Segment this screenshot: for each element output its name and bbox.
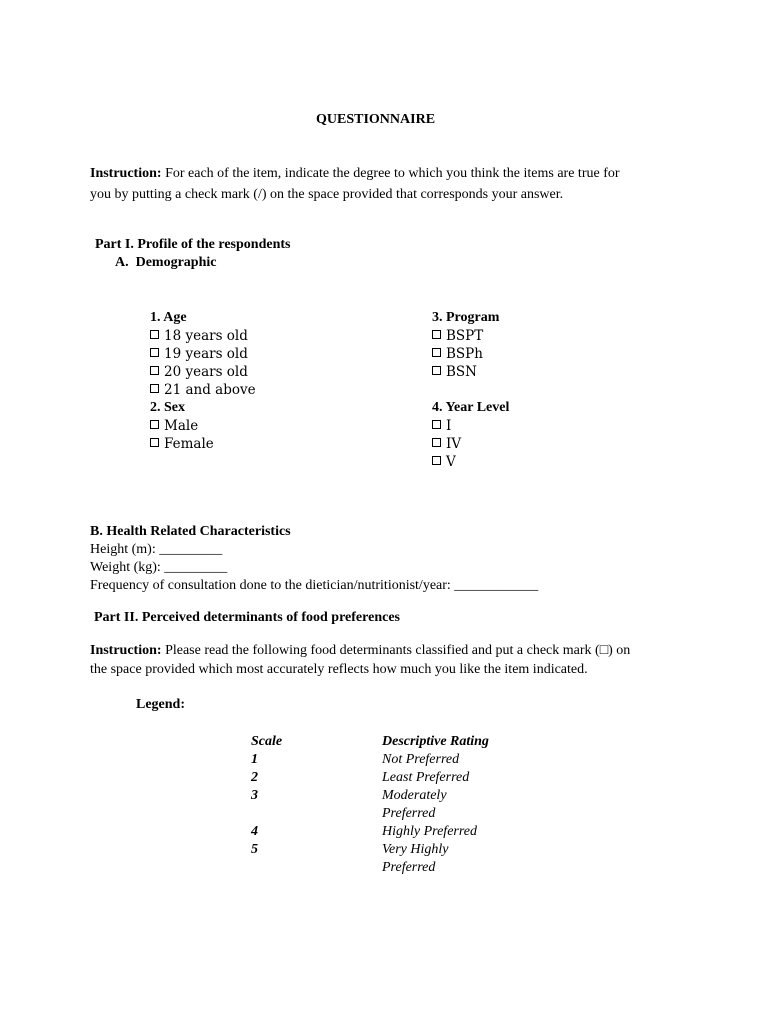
legend-row: [251, 769, 489, 787]
scale-value: 5: [251, 842, 258, 857]
rating-value: Highly Preferred: [382, 824, 477, 839]
instruction-label: Instruction:: [90, 166, 162, 181]
part2-instruction-line1: Please read the following food determinants classified and put a check mark (□) on: [161, 643, 631, 658]
rating-header: Descriptive Rating: [382, 734, 489, 749]
rating-value-cont: Preferred: [382, 860, 436, 875]
year-level-option[interactable]: [432, 453, 509, 471]
checkbox-icon[interactable]: [150, 330, 159, 339]
rating-value-cont: Preferred: [382, 806, 436, 821]
age-group: [150, 309, 256, 453]
weight-field[interactable]: Weight (kg): _________: [90, 560, 228, 575]
instruction-text-line1: For each of the item, indicate the degree to which you think the items are true for: [161, 166, 620, 181]
option-label: Male: [164, 418, 199, 434]
height-field[interactable]: Height (m): _________: [90, 542, 223, 557]
program-label: 3. Program: [432, 310, 500, 325]
checkbox-icon[interactable]: [432, 420, 441, 429]
demographic-subheading: A. Demographic: [115, 255, 217, 270]
rating-value: Moderately: [382, 788, 447, 803]
part2-instruction-line2: the space provided which most accurately reflects how much you like the item indicated.: [90, 662, 588, 677]
instruction-text-line2: you by putting a check mark (/) on the space provided that corresponds your answer.: [90, 187, 564, 202]
page-title: QUESTIONNAIRE: [316, 112, 436, 127]
option-label: 19 years old: [164, 346, 248, 362]
frequency-field[interactable]: Frequency of consultation done to the dietician/nutritionist/year: ____________: [90, 578, 539, 593]
part2-instruction: [90, 641, 680, 679]
legend-table: [251, 733, 489, 877]
checkbox-icon[interactable]: [432, 366, 441, 375]
sex-label: 2. Sex: [150, 400, 185, 415]
option-label: IV: [446, 436, 462, 452]
rating-value: Not Preferred: [382, 752, 460, 767]
program-option[interactable]: [432, 345, 509, 363]
legend-label: Legend:: [136, 697, 185, 712]
checkbox-icon[interactable]: [150, 420, 159, 429]
option-label: 18 years old: [164, 328, 248, 344]
option-label: V: [446, 454, 456, 470]
age-option[interactable]: [150, 381, 256, 399]
option-label: BSPT: [446, 328, 484, 344]
year-level-option[interactable]: [432, 417, 509, 435]
option-label: Female: [164, 436, 214, 452]
scale-value: 4: [251, 824, 258, 839]
rating-value: Least Preferred: [382, 770, 470, 785]
checkbox-icon[interactable]: [432, 438, 441, 447]
checkbox-icon[interactable]: [150, 384, 159, 393]
program-group: [432, 309, 509, 471]
scale-value: 1: [251, 752, 258, 767]
legend-row: [251, 841, 489, 877]
program-option[interactable]: [432, 363, 509, 381]
legend-row: [251, 823, 489, 841]
legend-row: [251, 787, 489, 823]
checkbox-icon[interactable]: [432, 348, 441, 357]
age-label: 1. Age: [150, 310, 187, 325]
scale-value: 3: [251, 788, 258, 803]
scale-value: 2: [251, 770, 258, 785]
scale-header: Scale: [251, 734, 283, 749]
program-option[interactable]: [432, 327, 509, 345]
age-option[interactable]: [150, 363, 256, 381]
rating-value: Very Highly: [382, 842, 449, 857]
instruction-paragraph: [90, 163, 680, 205]
health-heading: B. Health Related Characteristics: [90, 524, 291, 539]
checkbox-icon[interactable]: [150, 438, 159, 447]
option-label: I: [446, 418, 452, 434]
option-label: 20 years old: [164, 364, 248, 380]
checkbox-icon[interactable]: [150, 348, 159, 357]
checkbox-icon[interactable]: [150, 366, 159, 375]
sex-option[interactable]: [150, 435, 256, 453]
legend-row: [251, 751, 489, 769]
year-level-label: 4. Year Level: [432, 400, 510, 415]
age-option[interactable]: [150, 345, 256, 363]
checkbox-icon[interactable]: [432, 456, 441, 465]
option-label: BSN: [446, 364, 477, 380]
option-label: BSPh: [446, 346, 483, 362]
year-level-option[interactable]: [432, 435, 509, 453]
health-section: [90, 523, 538, 595]
part2-instruction-label: Instruction:: [90, 643, 162, 658]
part2-heading: Part II. Perceived determinants of food preferences: [94, 610, 400, 625]
checkbox-icon[interactable]: [432, 330, 441, 339]
option-label: 21 and above: [164, 382, 256, 398]
part1-heading: Part I. Profile of the respondents: [95, 237, 291, 252]
sex-option[interactable]: [150, 417, 256, 435]
age-option[interactable]: [150, 327, 256, 345]
